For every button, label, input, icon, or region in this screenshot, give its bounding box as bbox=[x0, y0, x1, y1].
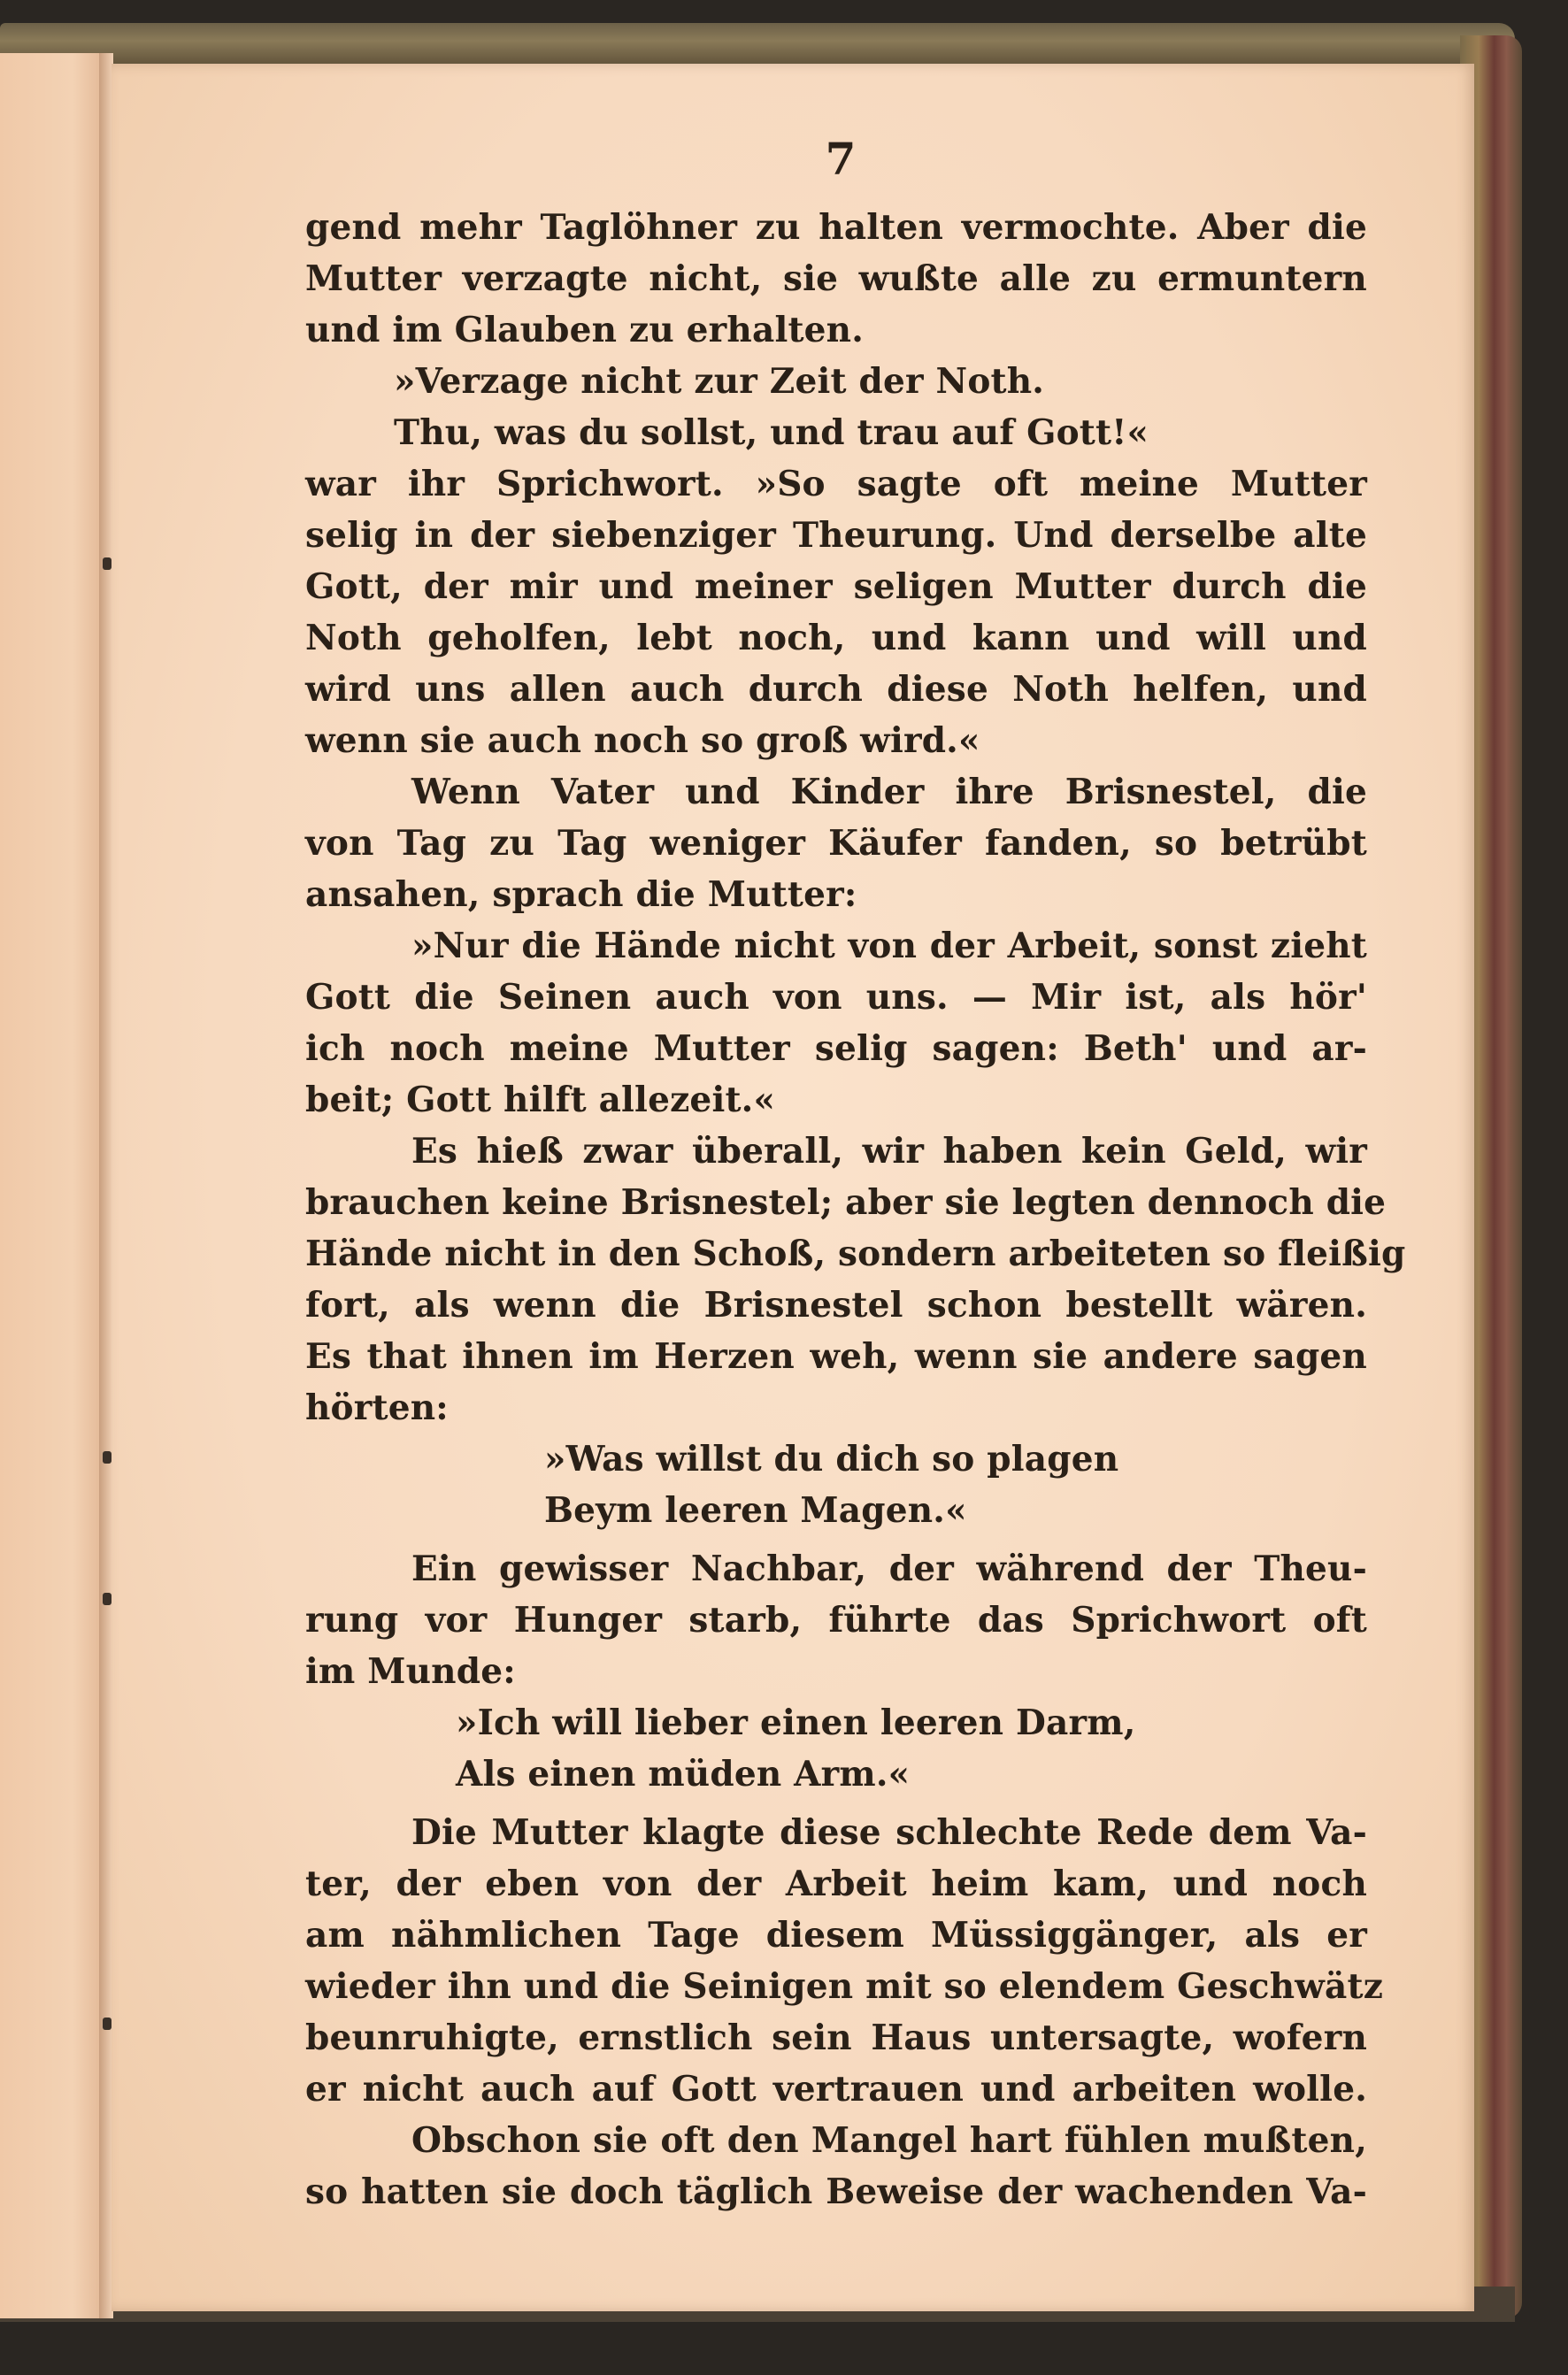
text-line: ansahen, sprach die Mutter: bbox=[305, 874, 857, 915]
paragraph-first-line: Ein gewisser Nachbar, der während der Theu- bbox=[411, 1549, 1367, 1589]
binding-stitch bbox=[103, 1593, 111, 1605]
text-line: rung vor Hunger starb, führte das Sprichwort oft bbox=[305, 1600, 1367, 1641]
verse-line: »Verzage nicht zur Zeit der Noth. bbox=[394, 361, 1045, 402]
verse-line: »Ich will lieber einen leeren Darm, bbox=[456, 1702, 1136, 1743]
text-line: von Tag zu Tag weniger Käufer fanden, so betrübt bbox=[305, 823, 1367, 864]
text-line: wenn sie auch noch so groß wird.« bbox=[305, 720, 980, 761]
page-body-text bbox=[305, 202, 1406, 2217]
binding-stitch bbox=[103, 2018, 111, 2030]
text-line: Noth geholfen, lebt noch, und kann und will und bbox=[305, 618, 1367, 658]
text-line: und im Glauben zu erhalten. bbox=[305, 310, 865, 350]
text-line: Mutter verzagte nicht, sie wußte alle zu ermuntern bbox=[305, 258, 1367, 299]
book-cover-top-edge bbox=[0, 23, 1515, 67]
text-line: er nicht auch auf Gott vertrauen und arbeiten wolle. bbox=[305, 2069, 1367, 2110]
text-line: Gott die Seinen auch von uns. — Mir ist, als hör' bbox=[305, 977, 1367, 1018]
paragraph-first-line: Es hieß zwar überall, wir haben kein Geld, wir bbox=[411, 1131, 1367, 1172]
text-line: am nähmlichen Tage diesem Müssiggänger, als er bbox=[305, 1915, 1367, 1956]
paragraph-first-line: Wenn Vater und Kinder ihre Brisnestel, die bbox=[411, 772, 1367, 812]
text-line: beunruhigte, ernstlich sein Haus untersagte, wofern bbox=[305, 2018, 1367, 2058]
binding-stitch bbox=[103, 557, 111, 570]
text-line: wieder ihn und die Seinigen mit so elendem Geschwätz bbox=[305, 1966, 1384, 2007]
text-line: Es that ihnen im Herzen weh, wenn sie andere sagen bbox=[305, 1336, 1367, 1377]
verse-line: Als einen müden Arm.« bbox=[456, 1754, 911, 1795]
page-number: 7 bbox=[825, 133, 857, 185]
text-line: gend mehr Taglöhner zu halten vermochte. Aber die bbox=[305, 207, 1367, 248]
binding-stitch bbox=[103, 1451, 111, 1464]
text-line: brauchen keine Brisnestel; aber sie legten dennoch die bbox=[305, 1182, 1387, 1223]
text-line: ter, der eben von der Arbeit heim kam, und noch bbox=[305, 1864, 1367, 1904]
text-line: hörten: bbox=[305, 1387, 449, 1428]
verse-line: Beym leeren Magen.« bbox=[544, 1490, 967, 1531]
text-line: Hände nicht in den Schoß, sondern arbeiteten so fleißig bbox=[305, 1234, 1406, 1274]
text-line: fort, als wenn die Brisnestel schon bestellt wären. bbox=[305, 1285, 1367, 1326]
verse-line: »Was willst du dich so plagen bbox=[544, 1439, 1119, 1480]
text-line: beit; Gott hilft allezeit.« bbox=[305, 1080, 776, 1120]
facing-page-edge bbox=[0, 53, 104, 2318]
text-line: im Munde: bbox=[305, 1651, 516, 1692]
verse-line: Thu, was du sollst, und trau auf Gott!« bbox=[394, 412, 1149, 453]
text-line: ich noch meine Mutter selig sagen: Beth' und ar- bbox=[305, 1028, 1367, 1069]
paragraph-first-line: Die Mutter klagte diese schlechte Rede dem Va- bbox=[411, 1812, 1367, 1853]
text-line: Gott, der mir und meiner seligen Mutter durch die bbox=[305, 566, 1367, 607]
text-line: wird uns allen auch durch diese Noth helfen, und bbox=[305, 669, 1367, 710]
text-line: so hatten sie doch täglich Beweise der wachenden Va- bbox=[305, 2171, 1367, 2212]
text-line: war ihr Sprichwort. »So sagte oft meine Mutter bbox=[305, 464, 1367, 504]
paragraph-first-line: »Nur die Hände nicht von der Arbeit, sonst zieht bbox=[411, 926, 1367, 966]
paragraph-first-line: Obschon sie oft den Mangel hart fühlen mußten, bbox=[411, 2120, 1367, 2161]
text-line: selig in der siebenziger Theurung. Und derselbe alte bbox=[305, 515, 1367, 556]
